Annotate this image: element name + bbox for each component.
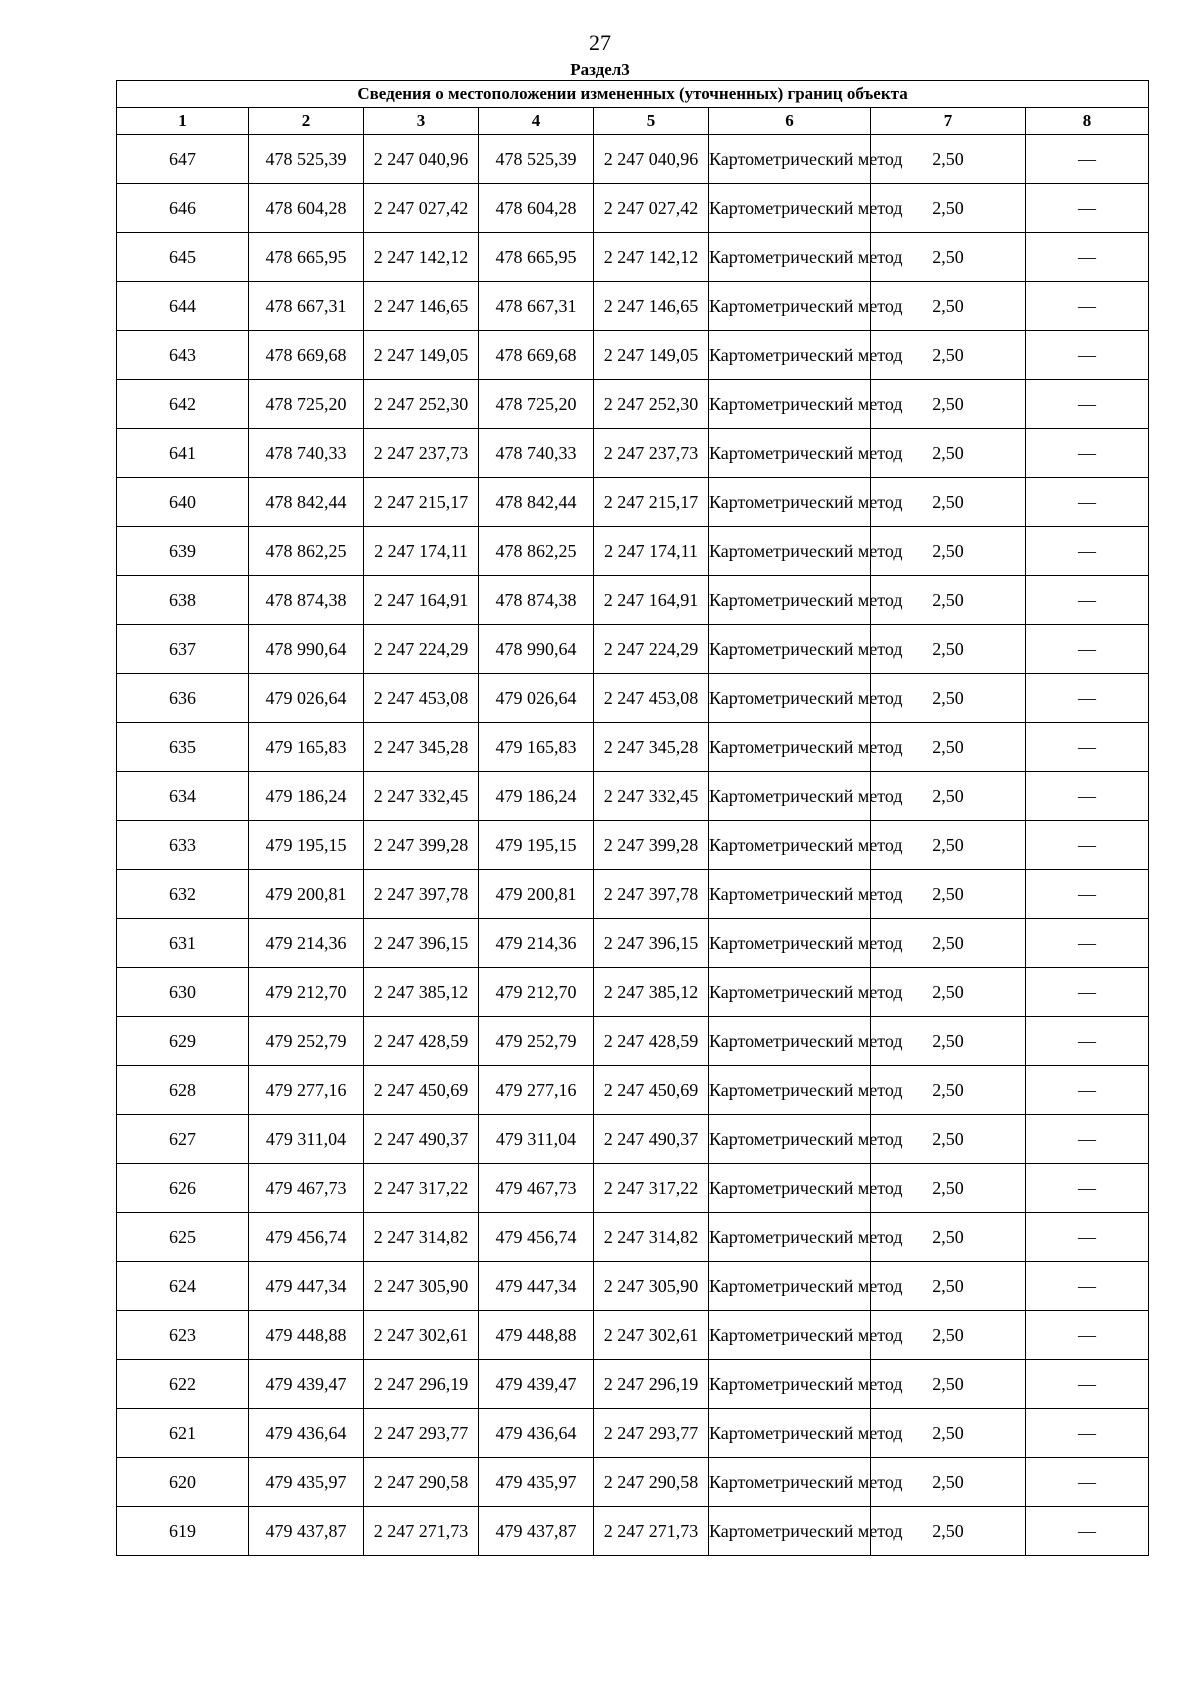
x-old-cell: 479 467,73 [249,1164,364,1213]
accuracy-cell: 2,50 [871,625,1026,674]
page-number: 27 [589,30,611,55]
y-new-cell: 2 247 164,91 [594,576,709,625]
table-row [117,1213,1149,1262]
method-cell: Картометрический метод [709,1458,871,1507]
note-cell: — [1026,1115,1149,1164]
x-old-cell: 479 437,87 [249,1507,364,1556]
y-new-cell: 2 247 428,59 [594,1017,709,1066]
y-old-cell: 2 247 296,19 [364,1360,479,1409]
note-cell: — [1026,576,1149,625]
method-cell: Картометрический метод [709,1066,871,1115]
y-old-cell: 2 247 428,59 [364,1017,479,1066]
point-number-cell: 634 [117,772,249,821]
x-old-cell: 478 725,20 [249,380,364,429]
x-old-cell: 479 447,34 [249,1262,364,1311]
point-number-cell: 640 [117,478,249,527]
column-header-6: 6 [709,108,871,135]
x-old-cell: 478 862,25 [249,527,364,576]
accuracy-cell: 2,50 [871,478,1026,527]
table-row [117,1458,1149,1507]
method-cell: Картометрический метод [709,527,871,576]
accuracy-cell: 2,50 [871,1360,1026,1409]
accuracy-cell: 2,50 [871,1458,1026,1507]
x-new-cell: 478 665,95 [479,233,594,282]
accuracy-cell: 2,50 [871,919,1026,968]
accuracy-cell: 2,50 [871,1507,1026,1556]
accuracy-cell: 2,50 [871,1311,1026,1360]
y-new-cell: 2 247 399,28 [594,821,709,870]
point-number-cell: 621 [117,1409,249,1458]
point-number-cell: 637 [117,625,249,674]
method-cell: Картометрический метод [709,919,871,968]
y-old-cell: 2 247 396,15 [364,919,479,968]
note-cell: — [1026,380,1149,429]
x-new-cell: 479 165,83 [479,723,594,772]
x-old-cell: 478 990,64 [249,625,364,674]
x-old-cell: 479 456,74 [249,1213,364,1262]
y-old-cell: 2 247 142,12 [364,233,479,282]
accuracy-cell: 2,50 [871,1017,1026,1066]
x-old-cell: 479 448,88 [249,1311,364,1360]
y-old-cell: 2 247 149,05 [364,331,479,380]
x-new-cell: 478 667,31 [479,282,594,331]
note-cell: — [1026,919,1149,968]
method-cell: Картометрический метод [709,821,871,870]
table-row [117,184,1149,233]
y-new-cell: 2 247 385,12 [594,968,709,1017]
y-new-cell: 2 247 252,30 [594,380,709,429]
note-cell: — [1026,527,1149,576]
method-cell: Картометрический метод [709,870,871,919]
table-row [117,625,1149,674]
note-cell: — [1026,282,1149,331]
method-cell: Картометрический метод [709,674,871,723]
note-cell: — [1026,1213,1149,1262]
point-number-cell: 624 [117,1262,249,1311]
x-new-cell: 478 669,68 [479,331,594,380]
note-cell: — [1026,1360,1149,1409]
point-number-cell: 620 [117,1458,249,1507]
accuracy-cell: 2,50 [871,576,1026,625]
accuracy-cell: 2,50 [871,184,1026,233]
note-cell: — [1026,1409,1149,1458]
x-old-cell: 479 212,70 [249,968,364,1017]
method-cell: Картометрический метод [709,772,871,821]
x-old-cell: 479 311,04 [249,1115,364,1164]
table-row [117,919,1149,968]
y-old-cell: 2 247 164,91 [364,576,479,625]
note-cell: — [1026,1164,1149,1213]
point-number-cell: 629 [117,1017,249,1066]
point-number-cell: 642 [117,380,249,429]
y-new-cell: 2 247 314,82 [594,1213,709,1262]
method-cell: Картометрический метод [709,1507,871,1556]
x-new-cell: 478 990,64 [479,625,594,674]
y-old-cell: 2 247 174,11 [364,527,479,576]
y-new-cell: 2 247 450,69 [594,1066,709,1115]
y-old-cell: 2 247 146,65 [364,282,479,331]
accuracy-cell: 2,50 [871,380,1026,429]
table-row [117,1311,1149,1360]
method-cell: Картометрический метод [709,1017,871,1066]
y-old-cell: 2 247 490,37 [364,1115,479,1164]
accuracy-cell: 2,50 [871,870,1026,919]
y-new-cell: 2 247 453,08 [594,674,709,723]
x-new-cell: 479 026,64 [479,674,594,723]
note-cell: — [1026,233,1149,282]
y-new-cell: 2 247 397,78 [594,870,709,919]
y-old-cell: 2 247 040,96 [364,135,479,184]
accuracy-cell: 2,50 [871,1409,1026,1458]
y-new-cell: 2 247 215,17 [594,478,709,527]
method-cell: Картометрический метод [709,1311,871,1360]
x-old-cell: 479 026,64 [249,674,364,723]
method-cell: Картометрический метод [709,184,871,233]
y-new-cell: 2 247 345,28 [594,723,709,772]
point-number-cell: 647 [117,135,249,184]
y-old-cell: 2 247 237,73 [364,429,479,478]
x-old-cell: 479 165,83 [249,723,364,772]
y-old-cell: 2 247 027,42 [364,184,479,233]
y-new-cell: 2 247 224,29 [594,625,709,674]
method-cell: Картометрический метод [709,380,871,429]
accuracy-cell: 2,50 [871,821,1026,870]
point-number-cell: 623 [117,1311,249,1360]
accuracy-cell: 2,50 [871,968,1026,1017]
x-old-cell: 479 277,16 [249,1066,364,1115]
accuracy-cell: 2,50 [871,1164,1026,1213]
x-new-cell: 479 456,74 [479,1213,594,1262]
accuracy-cell: 2,50 [871,233,1026,282]
table-body [117,135,1149,1556]
y-old-cell: 2 247 345,28 [364,723,479,772]
x-new-cell: 479 437,87 [479,1507,594,1556]
note-cell: — [1026,1507,1149,1556]
method-cell: Картометрический метод [709,282,871,331]
y-old-cell: 2 247 224,29 [364,625,479,674]
column-header-1: 1 [117,108,249,135]
point-number-cell: 627 [117,1115,249,1164]
y-new-cell: 2 247 271,73 [594,1507,709,1556]
method-cell: Картометрический метод [709,1164,871,1213]
x-new-cell: 479 435,97 [479,1458,594,1507]
x-new-cell: 479 436,64 [479,1409,594,1458]
point-number-cell: 626 [117,1164,249,1213]
accuracy-cell: 2,50 [871,1213,1026,1262]
y-new-cell: 2 247 396,15 [594,919,709,968]
y-new-cell: 2 247 290,58 [594,1458,709,1507]
x-old-cell: 479 439,47 [249,1360,364,1409]
y-old-cell: 2 247 252,30 [364,380,479,429]
table-row [117,821,1149,870]
method-cell: Картометрический метод [709,1115,871,1164]
x-new-cell: 478 862,25 [479,527,594,576]
method-cell: Картометрический метод [709,1360,871,1409]
y-new-cell: 2 247 302,61 [594,1311,709,1360]
accuracy-cell: 2,50 [871,723,1026,772]
note-cell: — [1026,1262,1149,1311]
y-old-cell: 2 247 385,12 [364,968,479,1017]
x-new-cell: 479 200,81 [479,870,594,919]
point-number-cell: 622 [117,1360,249,1409]
x-new-cell: 478 725,20 [479,380,594,429]
point-number-cell: 632 [117,870,249,919]
y-new-cell: 2 247 149,05 [594,331,709,380]
table-title: Сведения о местоположении измененных (уточненных) границ объекта [117,81,1149,108]
point-number-cell: 635 [117,723,249,772]
table-row [117,135,1149,184]
method-cell: Картометрический метод [709,968,871,1017]
method-cell: Картометрический метод [709,1213,871,1262]
y-new-cell: 2 247 332,45 [594,772,709,821]
table-row [117,723,1149,772]
coordinates-table [116,80,1149,1556]
x-old-cell: 479 436,64 [249,1409,364,1458]
x-new-cell: 479 252,79 [479,1017,594,1066]
point-number-cell: 619 [117,1507,249,1556]
y-old-cell: 2 247 332,45 [364,772,479,821]
y-new-cell: 2 247 027,42 [594,184,709,233]
accuracy-cell: 2,50 [871,429,1026,478]
note-cell: — [1026,184,1149,233]
method-cell: Картометрический метод [709,135,871,184]
table-row [117,1360,1149,1409]
table-row [117,527,1149,576]
y-new-cell: 2 247 490,37 [594,1115,709,1164]
method-cell: Картометрический метод [709,625,871,674]
point-number-cell: 638 [117,576,249,625]
y-old-cell: 2 247 271,73 [364,1507,479,1556]
column-header-3: 3 [364,108,479,135]
y-new-cell: 2 247 174,11 [594,527,709,576]
note-cell: — [1026,1458,1149,1507]
table-row [117,968,1149,1017]
table-row [117,772,1149,821]
note-cell: — [1026,1017,1149,1066]
note-cell: — [1026,429,1149,478]
y-old-cell: 2 247 305,90 [364,1262,479,1311]
method-cell: Картометрический метод [709,233,871,282]
x-old-cell: 479 214,36 [249,919,364,968]
note-cell: — [1026,772,1149,821]
x-new-cell: 479 447,34 [479,1262,594,1311]
x-new-cell: 479 448,88 [479,1311,594,1360]
table-row [117,1262,1149,1311]
y-new-cell: 2 247 293,77 [594,1409,709,1458]
y-new-cell: 2 247 142,12 [594,233,709,282]
accuracy-cell: 2,50 [871,1115,1026,1164]
note-cell: — [1026,1066,1149,1115]
x-old-cell: 479 435,97 [249,1458,364,1507]
table-row [117,1409,1149,1458]
table-row [117,1017,1149,1066]
section-label: Раздел3 [570,60,630,79]
y-old-cell: 2 247 450,69 [364,1066,479,1115]
point-number-cell: 628 [117,1066,249,1115]
table-row [117,282,1149,331]
y-old-cell: 2 247 399,28 [364,821,479,870]
note-cell: — [1026,870,1149,919]
x-new-cell: 479 311,04 [479,1115,594,1164]
x-old-cell: 478 669,68 [249,331,364,380]
table-row [117,1164,1149,1213]
x-old-cell: 478 604,28 [249,184,364,233]
y-new-cell: 2 247 237,73 [594,429,709,478]
point-number-cell: 644 [117,282,249,331]
column-header-7: 7 [871,108,1026,135]
x-old-cell: 479 186,24 [249,772,364,821]
y-new-cell: 2 247 317,22 [594,1164,709,1213]
note-cell: — [1026,968,1149,1017]
table-row [117,1507,1149,1556]
table-row [117,380,1149,429]
x-new-cell: 479 214,36 [479,919,594,968]
accuracy-cell: 2,50 [871,772,1026,821]
accuracy-cell: 2,50 [871,1262,1026,1311]
y-old-cell: 2 247 302,61 [364,1311,479,1360]
table-row [117,576,1149,625]
method-cell: Картометрический метод [709,723,871,772]
y-new-cell: 2 247 040,96 [594,135,709,184]
x-new-cell: 479 212,70 [479,968,594,1017]
x-new-cell: 479 277,16 [479,1066,594,1115]
accuracy-cell: 2,50 [871,527,1026,576]
accuracy-cell: 2,50 [871,282,1026,331]
accuracy-cell: 2,50 [871,674,1026,723]
table-row [117,429,1149,478]
method-cell: Картометрический метод [709,331,871,380]
x-old-cell: 479 195,15 [249,821,364,870]
point-number-cell: 631 [117,919,249,968]
point-number-cell: 646 [117,184,249,233]
note-cell: — [1026,723,1149,772]
y-old-cell: 2 247 314,82 [364,1213,479,1262]
y-new-cell: 2 247 296,19 [594,1360,709,1409]
method-cell: Картометрический метод [709,429,871,478]
column-header-5: 5 [594,108,709,135]
method-cell: Картометрический метод [709,1409,871,1458]
y-new-cell: 2 247 146,65 [594,282,709,331]
point-number-cell: 643 [117,331,249,380]
table-row [117,674,1149,723]
x-new-cell: 478 525,39 [479,135,594,184]
accuracy-cell: 2,50 [871,135,1026,184]
table-row [117,331,1149,380]
point-number-cell: 630 [117,968,249,1017]
note-cell: — [1026,331,1149,380]
y-old-cell: 2 247 290,58 [364,1458,479,1507]
note-cell: — [1026,625,1149,674]
column-header-2: 2 [249,108,364,135]
x-new-cell: 479 186,24 [479,772,594,821]
y-old-cell: 2 247 453,08 [364,674,479,723]
point-number-cell: 633 [117,821,249,870]
x-new-cell: 479 195,15 [479,821,594,870]
x-old-cell: 479 252,79 [249,1017,364,1066]
column-header-8: 8 [1026,108,1149,135]
x-old-cell: 478 740,33 [249,429,364,478]
y-old-cell: 2 247 397,78 [364,870,479,919]
point-number-cell: 639 [117,527,249,576]
column-header-4: 4 [479,108,594,135]
accuracy-cell: 2,50 [871,1066,1026,1115]
table-row [117,1066,1149,1115]
table-row [117,233,1149,282]
point-number-cell: 641 [117,429,249,478]
x-new-cell: 478 842,44 [479,478,594,527]
method-cell: Картометрический метод [709,1262,871,1311]
x-new-cell: 479 467,73 [479,1164,594,1213]
x-old-cell: 479 200,81 [249,870,364,919]
x-old-cell: 478 874,38 [249,576,364,625]
y-old-cell: 2 247 317,22 [364,1164,479,1213]
note-cell: — [1026,821,1149,870]
accuracy-cell: 2,50 [871,331,1026,380]
x-new-cell: 478 604,28 [479,184,594,233]
table-row [117,478,1149,527]
x-old-cell: 478 665,95 [249,233,364,282]
note-cell: — [1026,135,1149,184]
method-cell: Картометрический метод [709,576,871,625]
note-cell: — [1026,1311,1149,1360]
table-row [117,1115,1149,1164]
note-cell: — [1026,478,1149,527]
x-new-cell: 478 740,33 [479,429,594,478]
table-row [117,870,1149,919]
y-old-cell: 2 247 293,77 [364,1409,479,1458]
x-new-cell: 478 874,38 [479,576,594,625]
x-old-cell: 478 525,39 [249,135,364,184]
point-number-cell: 636 [117,674,249,723]
y-old-cell: 2 247 215,17 [364,478,479,527]
point-number-cell: 625 [117,1213,249,1262]
point-number-cell: 645 [117,233,249,282]
x-new-cell: 479 439,47 [479,1360,594,1409]
x-old-cell: 478 667,31 [249,282,364,331]
x-old-cell: 478 842,44 [249,478,364,527]
method-cell: Картометрический метод [709,478,871,527]
y-new-cell: 2 247 305,90 [594,1262,709,1311]
note-cell: — [1026,674,1149,723]
